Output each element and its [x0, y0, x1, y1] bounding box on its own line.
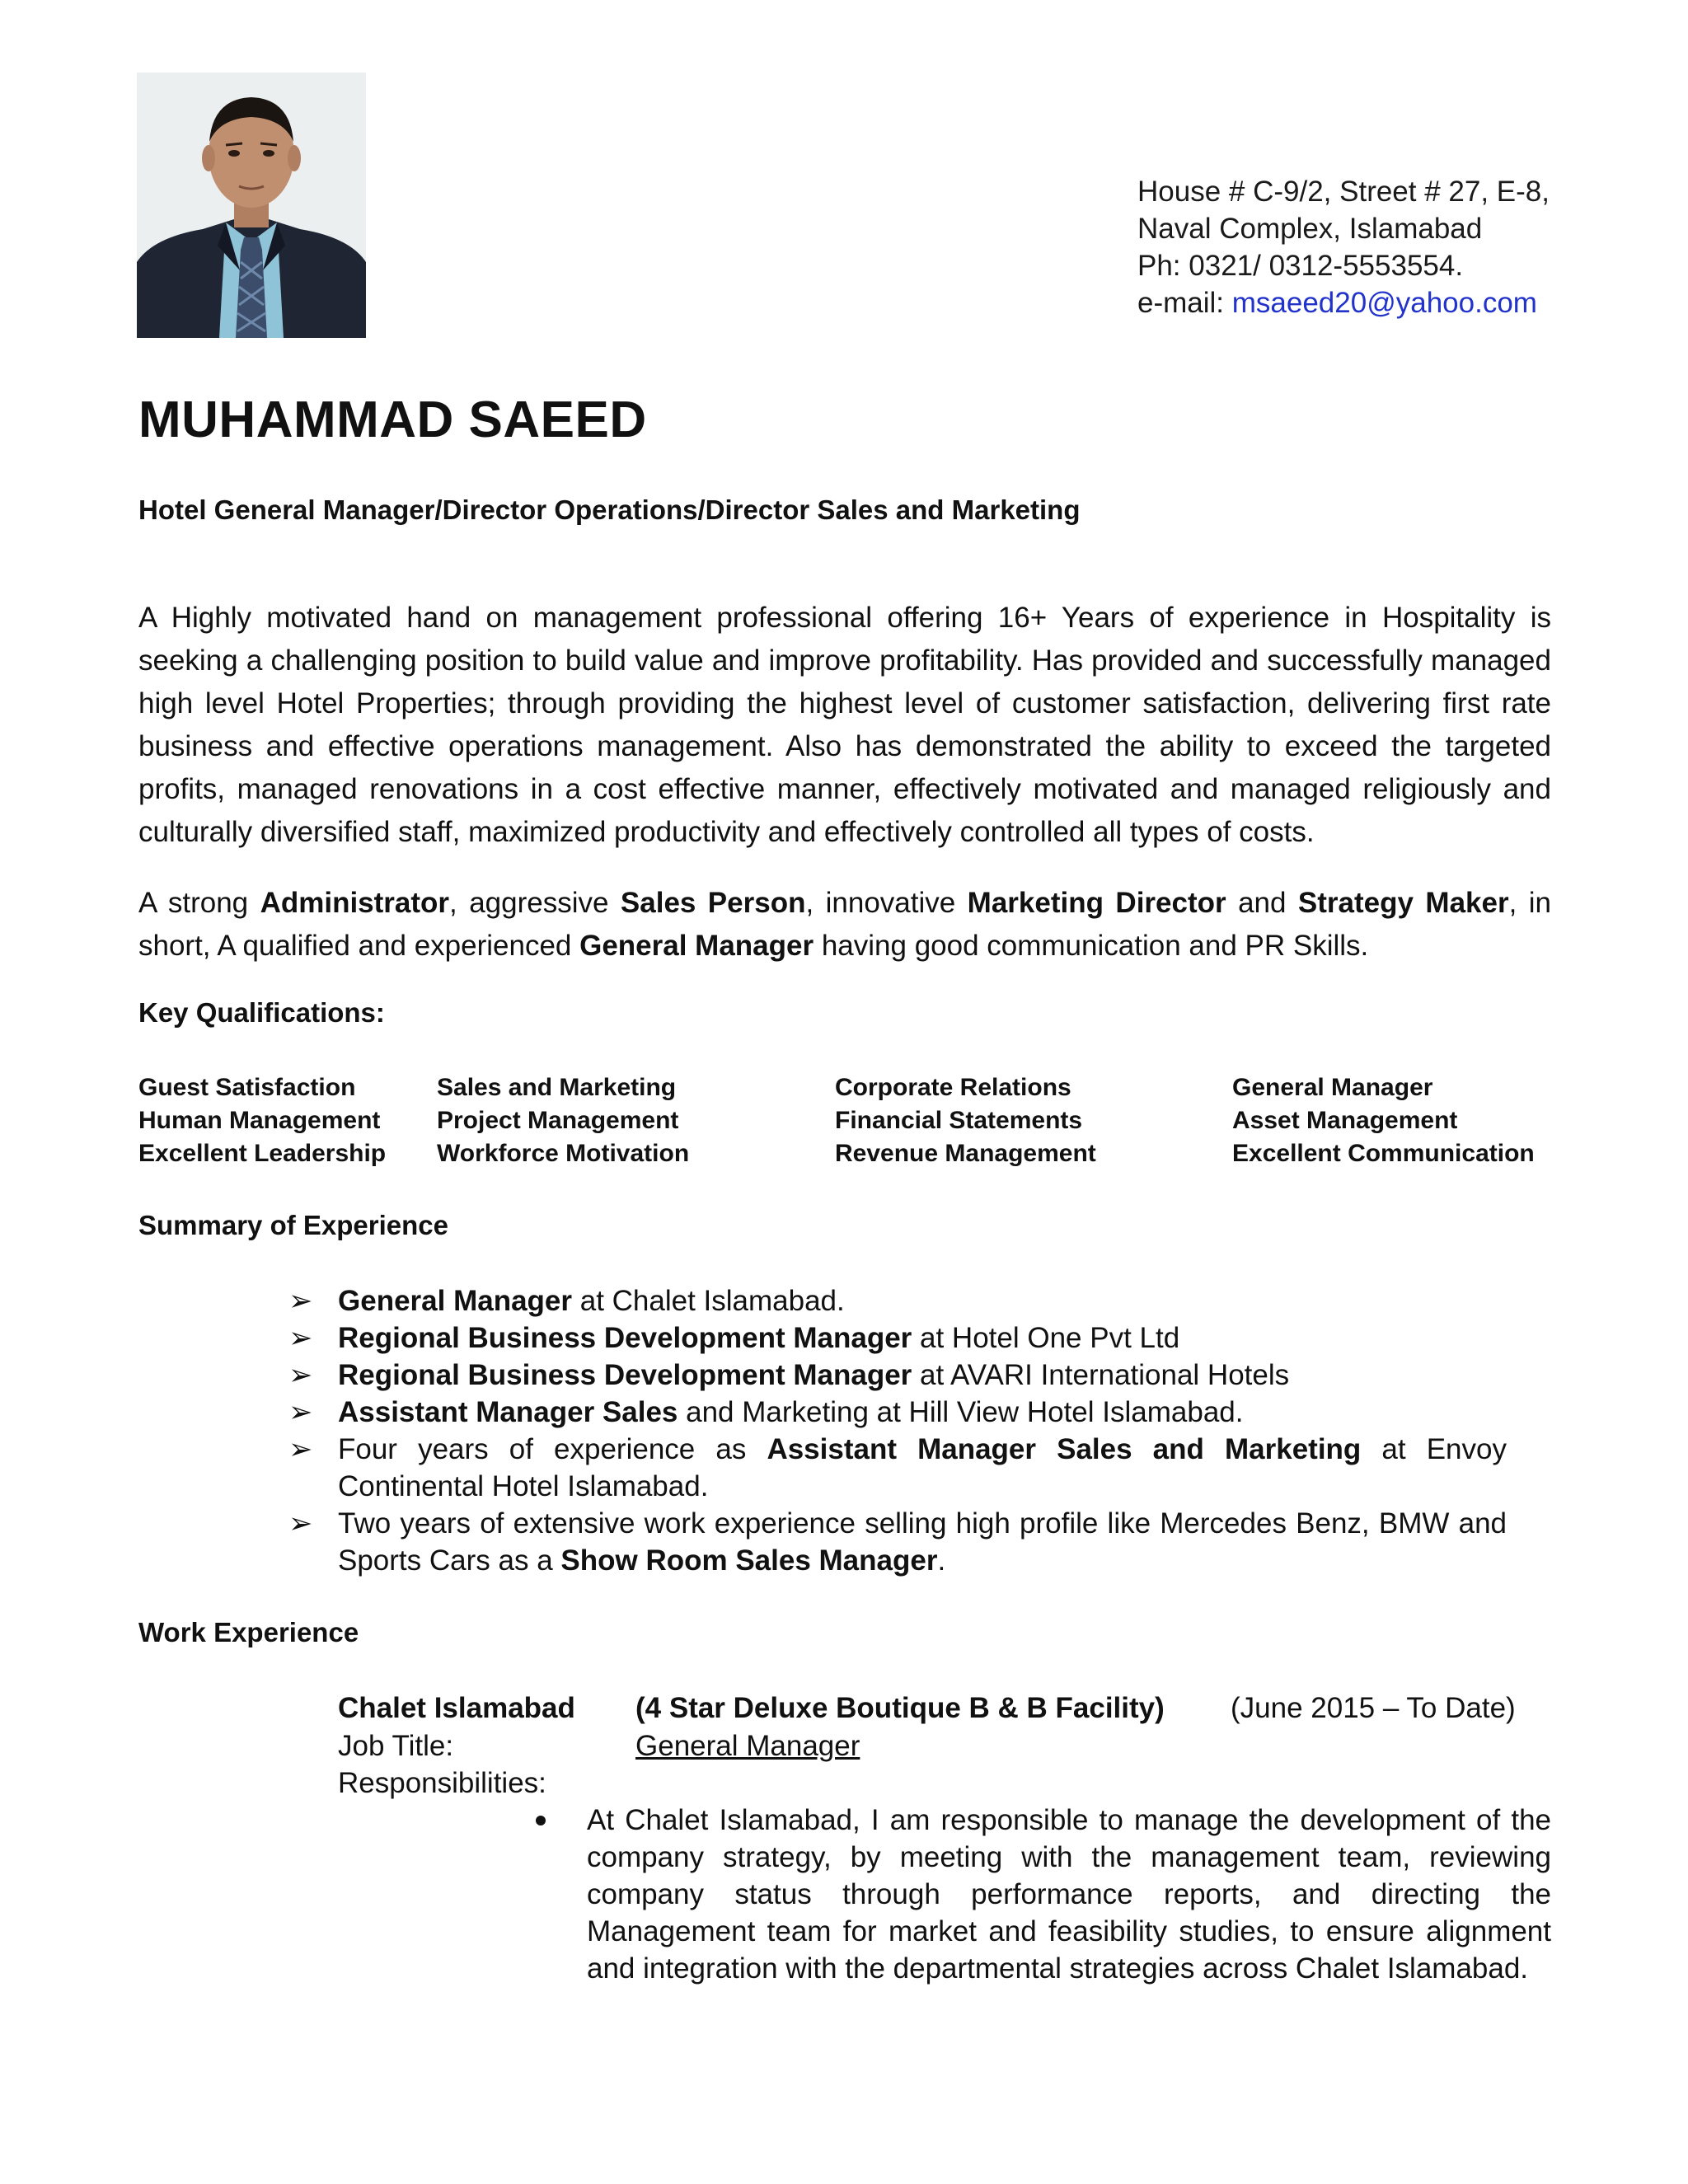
arrowhead-bullet-icon: ➢ [288, 1396, 313, 1428]
strengths-paragraph [138, 882, 1551, 968]
strength-administrator: Administrator [260, 887, 450, 919]
list-item [288, 1357, 1507, 1394]
qualification-item: Guest Satisfaction [138, 1074, 356, 1101]
email-label: e-mail: [1137, 287, 1232, 319]
strengths-text: and [1226, 887, 1298, 919]
strengths-text: A strong [138, 887, 260, 919]
item-role: Assistant Manager Sales [338, 1396, 678, 1428]
contact-block [1137, 173, 1550, 321]
qualification-item: Asset Management [1232, 1107, 1458, 1134]
strengths-text: , aggressive [449, 887, 621, 919]
responsibilities-label: Responsibilities: [338, 1767, 546, 1799]
list-item [288, 1282, 1507, 1319]
qualification-item: Human Management [138, 1107, 381, 1134]
summary-of-experience-list [288, 1282, 1507, 1579]
qualification-item: Excellent Leadership [138, 1140, 387, 1167]
qualification-column-3 [835, 1071, 1096, 1170]
summary-of-experience-heading: Summary of Experience [138, 1210, 448, 1240]
qualification-item: General Manager [1232, 1074, 1433, 1101]
bullet-dot-icon [536, 1816, 546, 1825]
item-text: at Chalet Islamabad. [572, 1285, 845, 1317]
profile-summary: A Highly motivated hand on management professional offering 16+ Years of experience in Hospitality is seeking a challenging position to build value and improve profitability. Has provided and successfully managed high level Hotel Properties; through providing the highest level of customer satisfaction, delivering first rate business and effective operations management. Also has demonstrated the ability to exceed the targeted profits, managed renovations in a cost effective manner, effectively motivated and managed religiously and culturally diversified staff, maximized productivity and effectively controlled all types of costs. [138, 602, 1551, 848]
facility-description: (4 Star Deluxe Boutique B & B Facility) [635, 1692, 1165, 1724]
item-text: . [937, 1544, 946, 1577]
arrowhead-bullet-icon: ➢ [288, 1359, 313, 1391]
qualification-column-4 [1232, 1071, 1535, 1170]
strength-general-manager: General Manager [579, 930, 814, 962]
job-title-label: Job Title: [338, 1730, 454, 1762]
responsibilities-list [536, 1802, 1551, 1987]
item-role: Regional Business Development Manager [338, 1359, 912, 1391]
item-text: Two years of extensive work experience selling high profile like Mercedes Benz, BMW and Sports Cars as a [338, 1507, 1507, 1577]
responsibility-text: At Chalet Islamabad, I am responsible to manage the development of the company strategy, by meeting with the management team, reviewing company status through performance reports, and directing the Management team for market and feasibility studies, to ensure alignment and integration with the departmental strategies across Chalet Islamabad. [587, 1804, 1551, 1985]
candidate-name: MUHAMMAD SAEED [138, 391, 647, 448]
item-text: at AVARI International Hotels [912, 1359, 1290, 1391]
item-text: at Envoy Continental Hotel Islamabad. [338, 1433, 1507, 1502]
item-role: Show Room Sales Manager [560, 1544, 938, 1577]
work-experience-heading: Work Experience [138, 1617, 359, 1647]
qualification-item: Workforce Motivation [437, 1140, 690, 1167]
arrowhead-bullet-icon: ➢ [288, 1285, 313, 1317]
list-item [288, 1319, 1507, 1357]
list-item [288, 1394, 1507, 1431]
job-title-value: General Manager [635, 1730, 860, 1762]
employer-name: Chalet Islamabad [338, 1692, 575, 1724]
strengths-text: , in short, A qualified and experienced [138, 887, 1551, 962]
item-text: Four years of experience as [338, 1433, 767, 1465]
address-line-1: House # C-9/2, Street # 27, E-8, [1137, 176, 1550, 208]
qualification-column-1 [138, 1071, 386, 1170]
qualification-item: Revenue Management [835, 1140, 1096, 1167]
strengths-text: having good communication and PR Skills. [814, 930, 1369, 962]
address-line-2: Naval Complex, Islamabad [1137, 213, 1483, 245]
item-role: General Manager [338, 1285, 572, 1317]
profile-photo [137, 73, 366, 338]
qualification-item: Excellent Communication [1232, 1140, 1535, 1167]
candidate-headline: Hotel General Manager/Director Operations/Director Sales and Marketing [138, 494, 1081, 525]
employment-dates: (June 2015 – To Date) [1231, 1692, 1516, 1724]
item-role: Regional Business Development Manager [338, 1322, 912, 1354]
email-link[interactable]: msaeed20@yahoo.com [1231, 287, 1537, 319]
strength-marketing-director: Marketing Director [967, 887, 1226, 919]
arrowhead-bullet-icon: ➢ [288, 1322, 313, 1354]
qualification-item: Corporate Relations [835, 1074, 1071, 1101]
email-line [1137, 284, 1550, 321]
qualification-item: Project Management [437, 1107, 679, 1134]
list-item [536, 1802, 1551, 1987]
qualification-item: Financial Statements [835, 1107, 1083, 1134]
arrowhead-bullet-icon: ➢ [288, 1433, 313, 1465]
key-qualifications-heading: Key Qualifications: [138, 997, 385, 1028]
strengths-text: , innovative [805, 887, 968, 919]
qualification-item: Sales and Marketing [437, 1074, 677, 1101]
arrowhead-bullet-icon: ➢ [288, 1507, 313, 1540]
list-item [288, 1431, 1507, 1505]
qualification-column-2 [437, 1071, 689, 1170]
strength-strategy-maker: Strategy Maker [1297, 887, 1509, 919]
item-role: Assistant Manager Sales and Marketing [767, 1433, 1362, 1465]
phone-number: Ph: 0321/ 0312-5553554. [1137, 250, 1464, 282]
item-text: and Marketing at Hill View Hotel Islamabad. [678, 1396, 1244, 1428]
item-text: at Hotel One Pvt Ltd [912, 1322, 1180, 1354]
strength-sales-person: Sales Person [620, 887, 806, 919]
list-item [288, 1505, 1507, 1579]
